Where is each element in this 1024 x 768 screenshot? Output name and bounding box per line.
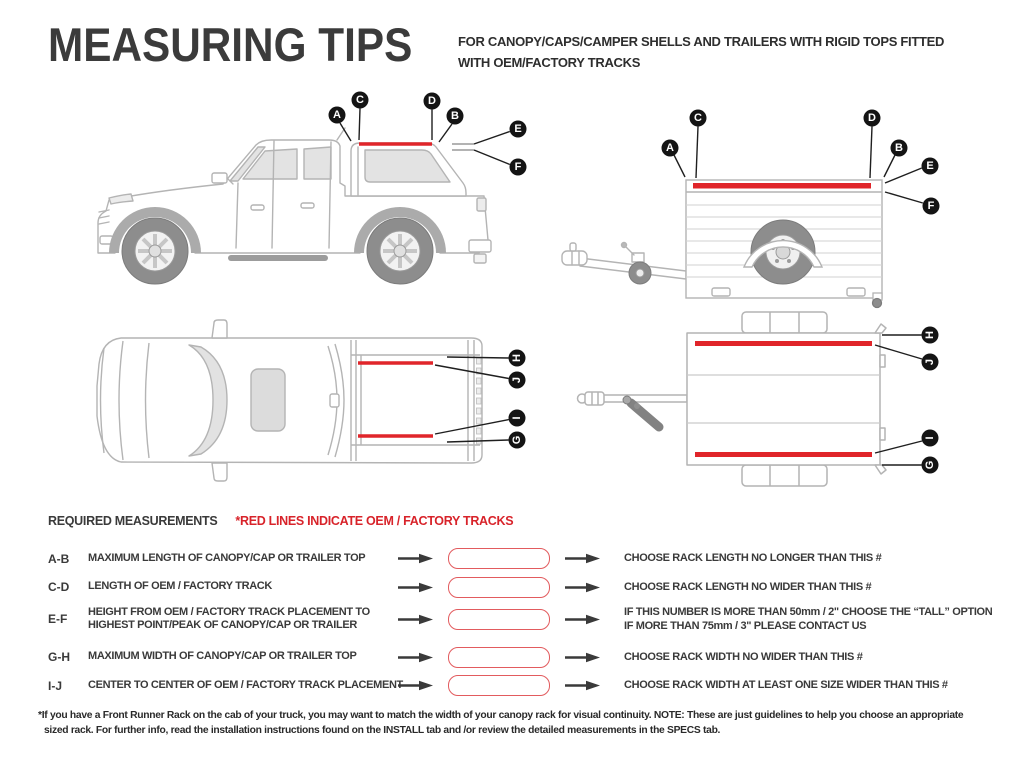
measurement-label — [88, 606, 398, 634]
arrow-right-icon — [398, 652, 448, 663]
callout-j-marker — [922, 354, 939, 371]
callout-f-marker — [923, 198, 940, 215]
callout-j-label: J — [924, 358, 936, 366]
callout-a-label: A — [666, 142, 674, 154]
measurement-result — [624, 605, 992, 634]
callout-markers — [509, 350, 526, 449]
callout-g-marker — [922, 457, 939, 474]
callout-f-marker — [510, 159, 527, 176]
measurement-value-box — [448, 675, 550, 696]
truck-top-view-diagram — [85, 312, 545, 492]
truck-top-drawing — [97, 320, 482, 481]
callout-e-label: E — [514, 123, 522, 135]
result-line-1: CHOOSE RACK LENGTH NO WIDER THAN THIS # — [624, 580, 872, 593]
callout-d-label: D — [868, 112, 876, 124]
measurement-result — [624, 580, 871, 594]
callout-d-label: D — [428, 95, 436, 107]
label-line-2: HIGHEST POINT/PEAK OF CANOPY/CAP OR TRAILER — [88, 619, 357, 632]
callout-i-marker — [922, 430, 939, 447]
measurement-id: C-D — [48, 580, 70, 594]
measurement-label — [88, 678, 403, 693]
callout-i-label: I — [924, 436, 936, 440]
measurement-value-box — [448, 548, 550, 569]
measurement-row-ef — [48, 605, 1016, 634]
oem-track-line — [693, 183, 871, 189]
callout-e-label: E — [926, 160, 934, 172]
measurement-value-box — [448, 647, 550, 668]
callout-b-marker — [447, 108, 464, 125]
callout-b-marker — [891, 140, 908, 157]
measurement-result — [624, 551, 881, 565]
label-line-1: MAXIMUM WIDTH OF CANOPY/CAP OR TRAILER TOP — [88, 650, 357, 663]
callout-c-label: C — [694, 112, 702, 124]
rear-wheel — [367, 218, 433, 284]
arrow-right-icon — [565, 680, 615, 691]
trailer-side-view-diagram — [560, 95, 980, 310]
callout-d-marker — [424, 93, 441, 110]
section-title: REQUIRED MEASUREMENTS — [48, 514, 218, 528]
measurement-result — [624, 678, 948, 692]
label-line-1: MAXIMUM LENGTH OF CANOPY/CAP OR TRAILER TOP — [88, 551, 366, 564]
callout-h-marker — [922, 327, 939, 344]
callout-i-label: I — [511, 416, 523, 420]
measurement-label — [88, 552, 398, 566]
track-legend-note: *RED LINES INDICATE OEM / FACTORY TRACKS — [235, 514, 514, 528]
callout-e-marker — [510, 121, 527, 138]
measurement-row-ij — [48, 675, 1016, 696]
measurement-label — [88, 580, 398, 594]
arrow-right-icon — [565, 652, 615, 663]
callout-j-marker — [509, 372, 526, 389]
trailer-top-view-diagram — [575, 300, 985, 500]
label-line-1: HEIGHT FROM OEM / FACTORY TRACK PLACEMENT TO — [88, 605, 370, 618]
callout-a-marker — [662, 140, 679, 157]
arrow-right-icon — [565, 614, 615, 625]
callout-b-label: B — [451, 110, 459, 122]
callout-b-label: B — [895, 142, 903, 154]
callout-d-marker — [864, 110, 881, 127]
running-board — [228, 255, 328, 261]
arrow-right-icon — [565, 582, 615, 593]
footnote-line-2: sized rack. For further info, read the installation instructions found on the INSTALL tab and /or review the detailed measurements in the SPECS tab. — [44, 725, 721, 737]
measurement-row-ab — [48, 548, 1016, 569]
label-line-1: CENTER TO CENTER OF OEM / FACTORY TRACK PLACEMENT — [88, 678, 403, 691]
callout-i-marker — [509, 410, 526, 427]
section-header — [48, 514, 1016, 528]
measurement-row-cd — [48, 577, 1016, 598]
footnote — [38, 708, 963, 739]
page-subtitle — [458, 31, 944, 73]
result-line-2: IF MORE THAN 75mm / 3" PLEASE CONTACT US — [624, 620, 867, 633]
callout-c-label: C — [356, 94, 364, 106]
measurement-id: I-J — [48, 678, 63, 693]
result-line-1: IF THIS NUMBER IS MORE THAN 50mm / 2" CHOOSE THE “TALL” OPTION — [624, 606, 993, 618]
measurement-id: G-H — [48, 650, 70, 665]
result-line-1: CHOOSE RACK LENGTH NO LONGER THAN THIS # — [624, 552, 882, 565]
label-line-1: LENGTH OF OEM / FACTORY TRACK — [88, 580, 272, 593]
callout-f-label: F — [927, 200, 935, 212]
callout-h-marker — [509, 350, 526, 367]
callout-a-marker — [329, 107, 346, 124]
callout-g-label: G — [924, 460, 936, 470]
page-title: MEASURING TIPS — [48, 18, 413, 71]
subtitle-line-2: WITH OEM/FACTORY TRACKS — [458, 55, 641, 71]
jockey-wheel — [629, 262, 651, 284]
callout-a-label: A — [333, 109, 341, 121]
callout-e-marker — [922, 158, 939, 175]
tailgate-ribs — [477, 358, 482, 444]
callout-j-label: J — [511, 376, 523, 384]
callout-markers — [922, 327, 939, 474]
callout-g-label: G — [511, 435, 523, 445]
truck-side-view-diagram — [75, 90, 540, 290]
required-measurements-section — [48, 514, 1016, 704]
arrow-right-icon — [398, 553, 448, 564]
subtitle-line-1: FOR CANOPY/CAPS/CAMPER SHELLS AND TRAILERS WITH RIGID TOPS FITTED — [458, 34, 945, 49]
arrow-right-icon — [398, 582, 448, 593]
measurement-value-box — [448, 577, 550, 598]
trailer-side-drawing — [562, 243, 686, 280]
measurement-id: E-F — [48, 612, 68, 627]
measurement-result — [624, 650, 862, 664]
callout-f-label: F — [514, 161, 522, 173]
callout-g-marker — [509, 432, 526, 449]
arrow-right-icon — [565, 553, 615, 564]
result-line-1: CHOOSE RACK WIDTH NO WIDER THAN THIS # — [624, 650, 863, 663]
footnote-line-1: *If you have a Front Runner Rack on the cab of your truck, you may want to match the width of your canopy rack for visual continuity. NOTE: These are just guidelines to help you choose an appropriate — [38, 710, 964, 721]
measurement-id: A-B — [48, 551, 70, 566]
front-wheel — [122, 218, 188, 284]
arrow-right-icon — [398, 680, 448, 691]
callout-c-marker — [352, 92, 369, 109]
measurement-row-gh — [48, 647, 1016, 668]
result-line-1: CHOOSE RACK WIDTH AT LEAST ONE SIZE WIDER THAN THIS # — [624, 679, 948, 692]
measurement-value-box — [448, 609, 550, 630]
measurement-label — [88, 650, 398, 664]
callout-c-marker — [690, 110, 707, 127]
callout-h-label: H — [511, 354, 523, 362]
arrow-right-icon — [398, 614, 448, 625]
callout-h-label: H — [924, 331, 936, 339]
ef-reference-lines — [452, 144, 474, 150]
